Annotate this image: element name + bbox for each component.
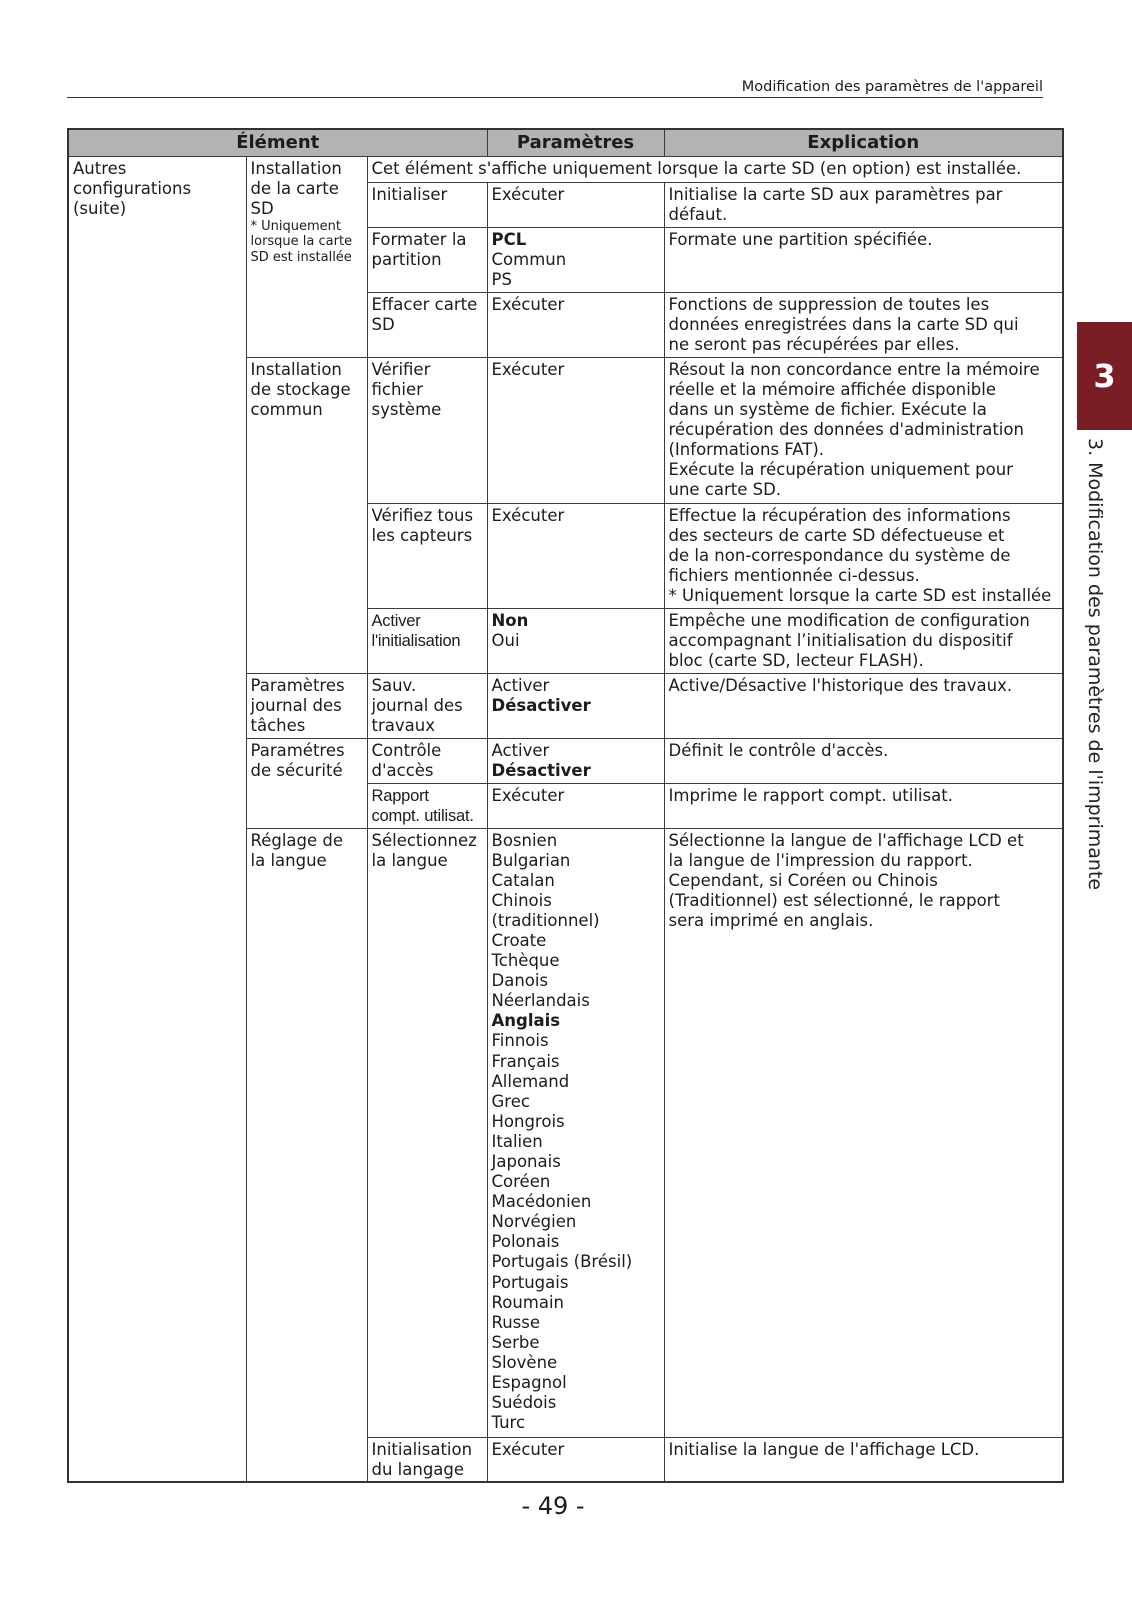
explanation-cell: [664, 1437, 1063, 1482]
explanation-text: Sélectionne la langue de l'affichage LCD et la langue de l'impression du rapport. Cependant, si Coréen ou Chinois (Traditionnel) est sélectionné, le rapport sera imprimé en anglais.: [668, 830, 1024, 930]
param-options: [492, 1440, 662, 1460]
language-option: Serbe: [491, 1332, 540, 1352]
language-option: Néerlandais: [491, 991, 590, 1011]
group-cell: [246, 156, 367, 357]
param-options: [492, 676, 662, 716]
explanation-cell: [664, 738, 1063, 783]
language-option: Danois: [491, 971, 549, 991]
language-option: Suédois: [491, 1393, 557, 1413]
language-option: Russe: [491, 1312, 541, 1332]
param-options: [492, 185, 662, 205]
item-label: Vérifier fichier système: [371, 359, 442, 419]
group-cell: [246, 738, 367, 828]
param-option: Exécuter: [491, 505, 565, 525]
param-option: Désactiver: [491, 695, 591, 715]
explanation-text: Formate une partition spécifiée.: [668, 229, 933, 249]
language-option: Anglais: [491, 1011, 561, 1031]
group-cell: [246, 357, 367, 673]
language-option: Catalan: [491, 870, 555, 890]
chapter-tab: [1077, 322, 1132, 430]
param-options: [492, 360, 662, 380]
item-label: Initialisation du langage: [371, 1439, 473, 1479]
item-label: Formater la partition: [371, 229, 467, 269]
explanation-cell: [664, 292, 1063, 357]
params-cell: [487, 673, 664, 738]
item-label: Contrôle d'accès: [371, 740, 442, 780]
language-option: Bulgarian: [491, 850, 571, 870]
explanation-cell: [664, 828, 1063, 1437]
item-cell: [367, 828, 487, 1437]
params-cell: [487, 1437, 664, 1482]
params-cell: [487, 828, 664, 1437]
group-label: Installation de la carte SD: [250, 158, 342, 218]
item-label: Initialiser: [371, 184, 448, 204]
item-cell: [367, 503, 487, 608]
item-cell: [367, 182, 487, 227]
item-cell: [367, 738, 487, 783]
explanation-text: Active/Désactive l'historique des travaux.: [668, 675, 1013, 695]
explanation-cell: [664, 503, 1063, 608]
chapter-number: 3: [1093, 357, 1116, 395]
explanation-text: Fonctions de suppression de toutes les données enregistrées dans la carte SD qui ne seront pas récupérées par elles.: [668, 294, 1019, 354]
explanation-cell: [664, 608, 1063, 673]
item-cell: [367, 227, 487, 292]
language-option: Finnois: [491, 1031, 549, 1051]
explanation-cell: [664, 673, 1063, 738]
explanation-text: Initialise la carte SD aux paramètres par défaut.: [668, 184, 1003, 224]
params-cell: [487, 292, 664, 357]
item-cell: [367, 292, 487, 357]
language-option: Français: [491, 1051, 560, 1071]
params-cell: [487, 738, 664, 783]
params-cell: [487, 608, 664, 673]
item-label: Effacer carte SD: [371, 294, 478, 334]
language-options: [492, 831, 662, 1434]
language-option: Polonais: [491, 1232, 560, 1252]
item-cell: [367, 783, 487, 828]
params-cell: [487, 227, 664, 292]
item-label: Sélectionnez la langue: [371, 830, 477, 870]
group-label: Installation de stockage commun: [250, 359, 351, 419]
header-params: Paramètres: [487, 129, 664, 156]
group-label: Réglage de la langue: [250, 830, 344, 870]
explanation-text: Imprime le rapport compt. utilisat.: [668, 785, 953, 805]
param-options: [492, 611, 662, 651]
param-option: Commun: [491, 249, 567, 269]
language-option: Espagnol: [491, 1373, 567, 1393]
params-cell: [487, 357, 664, 503]
language-option: Slovène: [491, 1352, 558, 1372]
language-option: Hongrois: [491, 1111, 565, 1131]
language-option: Macédonien: [491, 1192, 592, 1212]
item-cell: [367, 1437, 487, 1482]
language-option: Portugais (Brésil): [491, 1252, 633, 1272]
category-cell: [68, 156, 246, 1482]
language-option: Norvégien: [491, 1212, 577, 1232]
header-explanation: Explication: [664, 129, 1063, 156]
language-option: Roumain: [491, 1292, 565, 1312]
param-option: Exécuter: [491, 294, 565, 314]
header-rule: [67, 97, 1043, 98]
explanation-text: Résout la non concordance entre la mémoire réelle et la mémoire affichée disponible dans un système de fichier. Exécute la récupération des données d'administration (Informations FAT). Exécute la récupération uniquement pour une carte SD.: [668, 359, 1040, 500]
explanation-text: Empêche une modification de configuration accompagnant l’initialisation du dispositif bloc (carte SD, lecteur FLASH).: [668, 610, 1030, 670]
param-option: Désactiver: [491, 760, 591, 780]
param-option: Exécuter: [491, 184, 565, 204]
language-option: Coréen: [491, 1172, 551, 1192]
page-number: - 49 -: [521, 1492, 585, 1520]
group-note: * Uniquement lorsque la carte SD est installée: [250, 218, 353, 265]
language-option: Japonais: [491, 1152, 561, 1171]
params-cell: [487, 182, 664, 227]
item-cell: [367, 608, 487, 673]
param-option: PS: [491, 269, 512, 289]
param-option: PCL: [491, 229, 527, 249]
explanation-text: Effectue la récupération des informations des secteurs de carte SD défectueuse et de la non-correspondance du système de fichiers mentionnée ci-dessus. * Uniquement lorsque la carte SD est installée: [668, 505, 1052, 605]
sd-card-notice: Cet élément s'affiche uniquement lorsque la carte SD (en option) est installée.: [371, 158, 1022, 178]
language-option: Croate: [491, 930, 547, 950]
header-element: Élément: [68, 129, 487, 156]
param-options: [492, 786, 662, 806]
language-option: Portugais: [491, 1272, 569, 1292]
param-option: Oui: [491, 630, 520, 650]
group-label: Paramétres de sécurité: [250, 740, 345, 780]
group-cell: [246, 673, 367, 738]
params-cell: [487, 503, 664, 608]
param-options: [492, 295, 662, 315]
explanation-cell: [664, 783, 1063, 828]
item-cell: [367, 673, 487, 738]
notice-cell: [367, 156, 1063, 182]
group-cell: [246, 828, 367, 1482]
item-label: Vérifiez tous les capteurs: [371, 505, 474, 545]
param-option: Exécuter: [491, 359, 565, 379]
param-option: Activer: [491, 740, 550, 760]
language-option: Chinois (traditionnel): [491, 890, 600, 930]
params-cell: [487, 783, 664, 828]
param-option: Exécuter: [491, 1439, 565, 1459]
explanation-text: Définit le contrôle d'accès.: [668, 740, 889, 760]
language-option: Italien: [491, 1131, 543, 1151]
running-header: Modification des paramètres de l'appareil: [741, 79, 1043, 95]
item-label: Rapport compt. utilisat.: [371, 786, 474, 825]
language-option: Bosnien: [491, 830, 558, 850]
group-label: Paramètres journal des tâches: [250, 675, 345, 735]
explanation-cell: [664, 227, 1063, 292]
table-header-row: [68, 129, 1063, 156]
item-label: Activer l'initialisation: [371, 611, 461, 650]
param-option: Activer: [491, 675, 550, 695]
language-option: Tchèque: [491, 951, 560, 971]
item-cell: [367, 357, 487, 503]
item-label: Sauv. journal des travaux: [371, 675, 463, 735]
param-options: [492, 230, 662, 290]
category-label: Autres configurations (suite): [73, 158, 192, 218]
explanation-cell: [664, 182, 1063, 227]
settings-table: [67, 128, 1064, 1483]
language-option: Turc: [491, 1413, 526, 1433]
explanation-text: Initialise la langue de l'affichage LCD.: [668, 1439, 980, 1459]
chapter-title: 3. Modification des paramètres de l'imprimante: [1084, 438, 1106, 891]
param-options: [492, 741, 662, 781]
param-options: [492, 506, 662, 526]
param-option: Exécuter: [491, 785, 565, 805]
language-option: Grec: [491, 1091, 530, 1111]
param-option: Non: [491, 610, 529, 630]
language-option: Allemand: [491, 1071, 570, 1091]
explanation-cell: [664, 357, 1063, 503]
table-row: [68, 156, 1063, 182]
